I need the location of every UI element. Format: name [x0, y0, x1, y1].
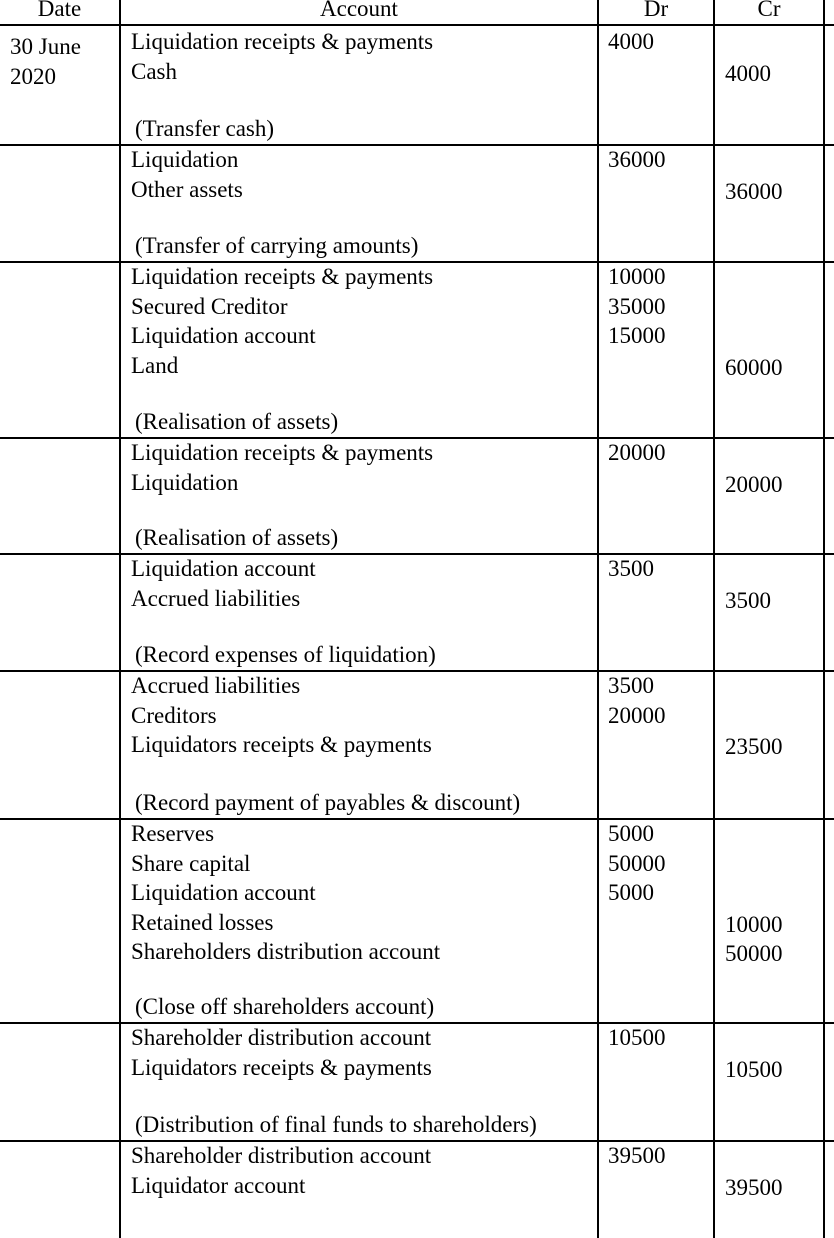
account-name: Secured Creditor [131, 293, 288, 319]
account-header: Account [320, 0, 398, 21]
debit-amount: 3500 [608, 673, 654, 698]
journal-entry [0, 1140, 834, 1238]
account-name: Creditors [131, 702, 217, 728]
debit-amount: 10500 [608, 1025, 666, 1050]
journal-entry [0, 261, 834, 437]
entry-narration: (Close off shareholders account) [135, 994, 435, 1019]
account-name: Liquidation [131, 469, 239, 495]
account-name: Accrued liabilities [131, 585, 301, 611]
credit-amount: 20000 [725, 471, 783, 497]
credit-amount: 39500 [725, 1174, 783, 1200]
credit-amount: 10500 [725, 1056, 783, 1082]
account-name: Land [131, 352, 179, 378]
journal-entry [0, 670, 834, 818]
credit-amount: 50000 [725, 941, 783, 966]
account-name: Share capital [131, 850, 251, 876]
account-name: Liquidation account [131, 880, 316, 905]
debit-amount: 50000 [608, 850, 666, 876]
cr-header: Cr [757, 0, 781, 21]
journal-entry [0, 1022, 834, 1140]
debit-amount: 5000 [608, 821, 654, 846]
entry-date: 30 June 2020 [10, 34, 81, 89]
debit-amount: 35000 [608, 293, 666, 319]
debit-amount: 10000 [608, 264, 666, 289]
entry-narration: (Record payment of payables & discount) [135, 790, 521, 815]
credit-amount: 3500 [725, 587, 771, 613]
account-name: Retained losses [131, 909, 274, 935]
debit-amount: 4000 [608, 29, 654, 54]
account-name: Liquidator account [131, 1172, 306, 1198]
account-name: Liquidation receipts & payments [131, 29, 434, 54]
journal-entry [0, 818, 834, 1022]
account-name: Liquidation account [131, 323, 316, 348]
account-name: Shareholder distribution account [131, 1025, 432, 1050]
account-name: Liquidation receipts & payments [131, 440, 434, 465]
entry-narration: (Realisation of assets) [135, 409, 339, 434]
credit-amount: 60000 [725, 354, 783, 380]
account-name: Liquidation [131, 147, 239, 172]
entry-narration: (Transfer cash) [135, 116, 275, 141]
debit-amount: 20000 [608, 440, 666, 465]
entry-narration: (Transfer of carrying amounts) [135, 233, 419, 258]
debit-amount: 36000 [608, 147, 666, 172]
debit-amount: 15000 [608, 323, 666, 348]
credit-amount: 10000 [725, 911, 783, 937]
account-name: Liquidation receipts & payments [131, 264, 434, 289]
credit-amount: 36000 [725, 178, 783, 204]
account-name: Liquidators receipts & payments [131, 1054, 432, 1080]
entry-narration: (Distribution of final funds to shareholders) [135, 1112, 537, 1137]
entry-narration: (Record expenses of liquidation) [135, 642, 436, 667]
journal-entry [0, 553, 834, 670]
debit-amount: 5000 [608, 880, 654, 905]
date-header: Date [37, 0, 82, 21]
entry-narration: (Realisation of assets) [135, 525, 339, 550]
dr-header: Dr [643, 0, 669, 21]
debit-amount: 20000 [608, 702, 666, 728]
account-name: Cash [131, 58, 177, 84]
debit-amount: 39500 [608, 1143, 666, 1168]
account-name: Accrued liabilities [131, 673, 301, 698]
journal-entry [0, 144, 834, 261]
credit-amount: 4000 [725, 60, 771, 86]
account-name: Shareholder distribution account [131, 1143, 432, 1168]
account-name: Reserves [131, 821, 215, 846]
journal-entry [0, 26, 834, 144]
account-name: Shareholders distribution account [131, 939, 441, 964]
account-name: Liquidators receipts & payments [131, 732, 432, 757]
debit-amount: 3500 [608, 556, 654, 581]
journal-entry [0, 437, 834, 553]
account-name: Other assets [131, 176, 243, 202]
credit-amount: 23500 [725, 734, 783, 759]
account-name: Liquidation account [131, 556, 316, 581]
